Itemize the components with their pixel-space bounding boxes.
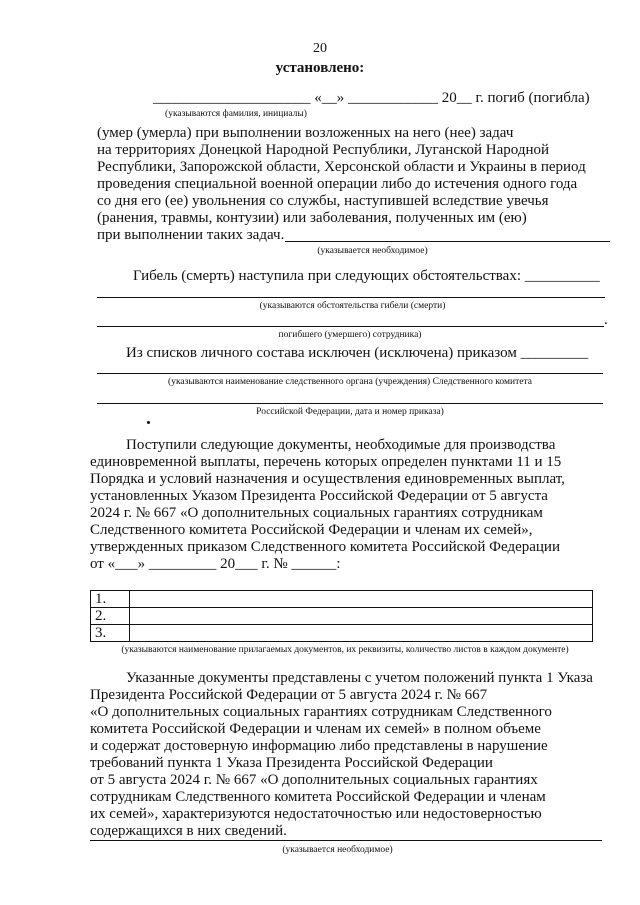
paragraph-line: проведения специальной военной операции либо до истечения одного года — [97, 176, 578, 192]
paragraph-line: (умер (умерла) при выполнении возложенных на него (нее) задач — [97, 125, 514, 141]
paragraph-line: Президента Российской Федерации от 5 августа 2024 г. № 667 — [90, 687, 488, 703]
caption-necessary: (указывается необходимое) — [317, 246, 428, 256]
paragraph-line: Республики, Запорожской области, Херсонской области и Украины в период — [97, 159, 586, 175]
caption-name: (указываются фамилия, инициалы) — [165, 109, 307, 119]
row-number: 3. — [91, 625, 130, 642]
row-value[interactable] — [130, 591, 593, 608]
fill-line — [97, 373, 603, 374]
paragraph-line: комитета Российской Федерации и членам их семей» в полном объеме — [90, 721, 541, 737]
intro-line: _____________________ «__» ____________ 20__ г. погиб (погибла) — [153, 90, 590, 106]
document-heading: установлено: — [275, 60, 365, 76]
paragraph-line: единовременной выплаты, перечень которых определен пунктами 11 и 15 — [90, 454, 562, 470]
caption-employee: погибшего (умершего) сотрудника) — [278, 330, 422, 340]
fill-line — [97, 403, 603, 404]
caption-rf: Российской Федерации, дата и номер приказа) — [256, 407, 444, 417]
paragraph-line: Указанные документы представлены с учетом положений пункта 1 Указа — [126, 670, 593, 686]
paragraph-line: утвержденных приказом Следственного комитета Российской Федерации — [90, 539, 560, 555]
fill-line — [97, 326, 604, 327]
row-value[interactable] — [130, 625, 593, 642]
paragraph-line: их семей», характеризуются недостаточностью или недостоверностью — [90, 806, 542, 822]
paragraph-line: установленных Указом Президента Российской Федерации от 5 августа — [90, 488, 548, 504]
paragraph-line: Поступили следующие документы, необходимые для производства — [126, 437, 556, 453]
caption-documents: (указываются наименование прилагаемых документов, их реквизиты, количество листов в каждом документе) — [121, 645, 569, 655]
paragraph-line: и содержат достоверную информацию либо представлены в нарушение — [90, 738, 548, 754]
fill-line — [97, 297, 605, 298]
paragraph-line: Порядка и условий назначения и осуществления единовременных выплат, — [90, 471, 565, 487]
caption-organ: (указываются наименование следственного органа (учреждения) Следственного комитета — [168, 377, 532, 387]
row-number: 1. — [91, 591, 130, 608]
excluded-line: Из списков личного состава исключен (исключена) приказом _________ — [126, 345, 589, 361]
paragraph-line: (ранения, травмы, контузии) или заболевания, полученных им (ею) — [97, 210, 527, 226]
stray-dot — [147, 421, 150, 424]
fill-line — [90, 840, 602, 841]
paragraph-line: от 5 августа 2024 г. № 667 «О дополнительных социальных гарантиях — [90, 772, 538, 788]
documents-table — [90, 590, 593, 642]
paragraph-line: Следственного комитета Российской Федерации и членам их семей», — [90, 522, 533, 538]
paragraph-line: 2024 г. № 667 «О дополнительных социальных гарантиях сотрудникам — [90, 505, 543, 521]
death-circumstances-line: Гибель (смерть) наступила при следующих обстоятельствах: __________ — [133, 268, 600, 284]
caption-death-circumstances: (указываются обстоятельства гибели (смерти) — [259, 301, 446, 311]
paragraph-line: со дня его (ее) увольнения со службы, наступившей вследствие увечья — [97, 193, 549, 209]
fill-line — [285, 241, 610, 242]
table-row — [91, 608, 593, 625]
paragraph-line: содержащихся в них сведений. — [90, 823, 287, 839]
table-row — [91, 591, 593, 608]
table-row — [91, 625, 593, 642]
paragraph-line: от «___» _________ 20___ г. № ______: — [90, 556, 341, 572]
row-number: 2. — [91, 608, 130, 625]
paragraph-line: сотрудникам Следственного комитета Российской Федерации и членам — [90, 789, 546, 805]
paragraph-line: «О дополнительных социальных гарантиях сотрудникам Следственного — [90, 704, 552, 720]
page-number: 20 — [313, 41, 327, 56]
caption-necessary: (указывается необходимое) — [282, 845, 393, 855]
paragraph-line: требований пункта 1 Указа Президента Российской Федерации — [90, 755, 493, 771]
paragraph-line: при выполнении таких задач. — [97, 227, 285, 243]
row-value[interactable] — [130, 608, 593, 625]
paragraph-line: на территориях Донецкой Народной Республики, Луганской Народной — [97, 142, 550, 158]
end-dot: . — [604, 312, 608, 328]
